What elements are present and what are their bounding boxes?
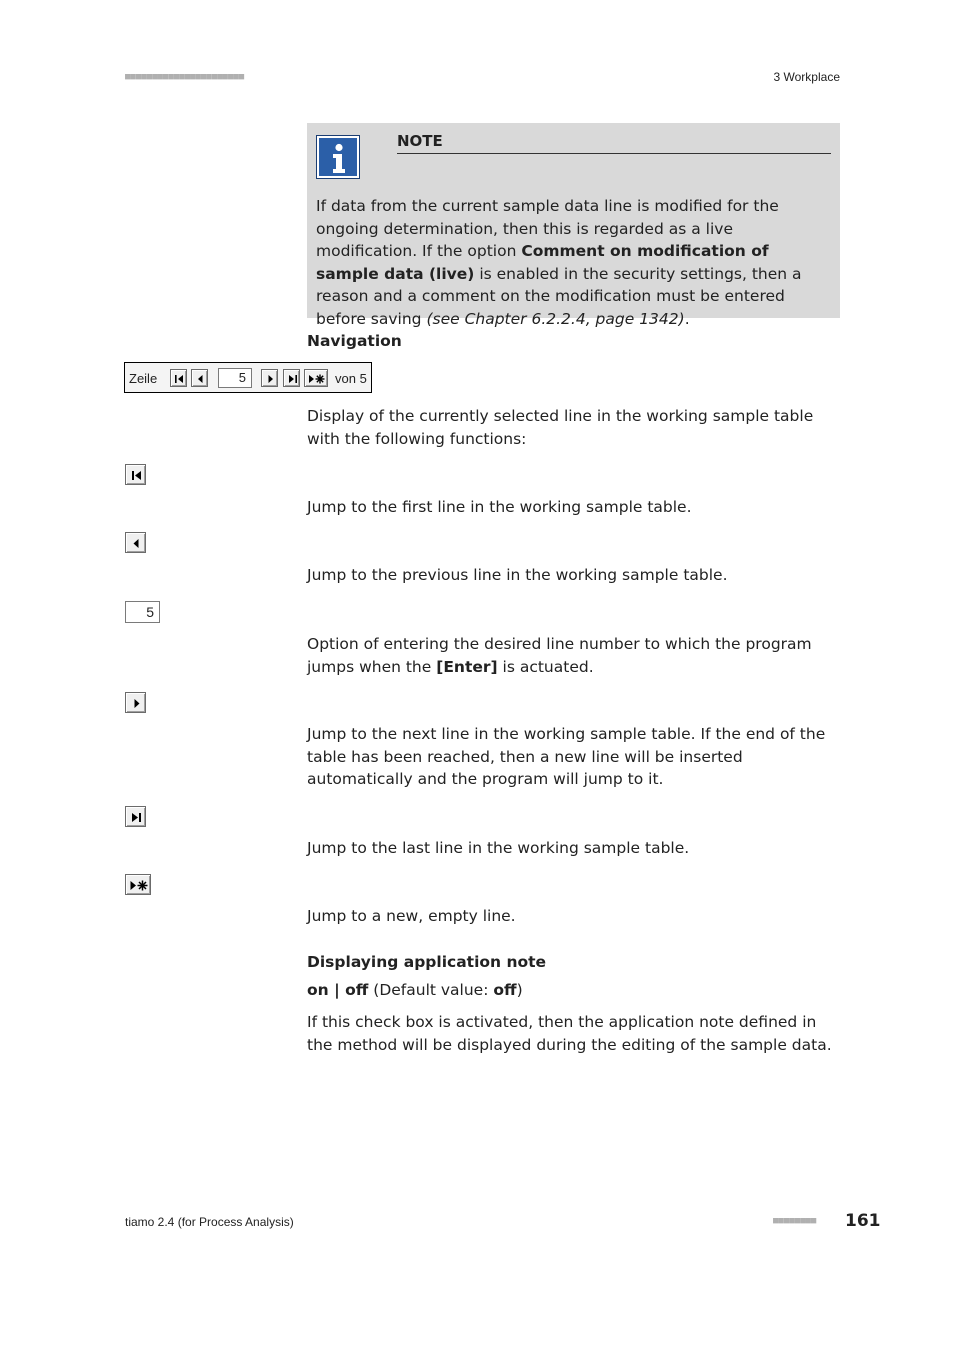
new-line-button[interactable] bbox=[304, 369, 328, 387]
new-line-icon bbox=[305, 370, 329, 388]
new-line-button-large[interactable] bbox=[125, 874, 151, 895]
first-line-description: Jump to the first line in the working sample table. bbox=[307, 498, 692, 516]
note-title: NOTE bbox=[397, 132, 831, 154]
new-line-description: Jump to a new, empty line. bbox=[307, 907, 516, 925]
previous-line-icon bbox=[192, 370, 209, 388]
previous-line-icon bbox=[126, 533, 147, 554]
next-line-icon bbox=[126, 693, 147, 714]
navigation-bar bbox=[124, 362, 372, 393]
first-line-button-large[interactable] bbox=[125, 464, 146, 485]
first-line-icon bbox=[171, 370, 188, 388]
line-count-label: von 5 bbox=[335, 371, 367, 386]
first-line-icon bbox=[126, 465, 147, 486]
next-line-description: Jump to the next line in the working sample table. If the end of the table has been reached, then a new line will be inserted automatically and the program will jump to it. bbox=[307, 725, 826, 788]
line-label: Zeile bbox=[129, 371, 158, 386]
last-line-button-large[interactable] bbox=[125, 806, 146, 827]
navigation-description: Display of the currently selected line in the working sample table with the following functions: bbox=[307, 407, 814, 448]
next-line-button[interactable] bbox=[261, 369, 278, 387]
last-line-icon bbox=[126, 807, 147, 828]
last-line-description: Jump to the last line in the working sample table. bbox=[307, 839, 690, 857]
previous-line-button[interactable] bbox=[191, 369, 208, 387]
page-number: 161 bbox=[845, 1211, 881, 1231]
line-number-description: Option of entering the desired line number to which the program jumps when the [Enter] is actuated. bbox=[307, 635, 812, 676]
previous-line-description: Jump to the previous line in the working sample table. bbox=[307, 566, 728, 584]
navigation-heading: Navigation bbox=[307, 332, 402, 350]
new-line-icon bbox=[126, 875, 152, 896]
last-line-button[interactable] bbox=[283, 369, 300, 387]
next-line-button-large[interactable] bbox=[125, 692, 146, 713]
last-line-icon bbox=[284, 370, 301, 388]
chapter-reference: (see Chapter 6.2.2.4, page 1342) bbox=[426, 309, 685, 328]
line-number-input-large[interactable]: 5 bbox=[125, 601, 160, 623]
header-section-title: 3 Workplace bbox=[773, 70, 840, 84]
header-decoration: ■■■■■■■■■■■■■■■■■■■■■■ bbox=[125, 72, 245, 82]
line-number-input[interactable]: 5 bbox=[218, 368, 252, 388]
application-note-heading: Displaying application note bbox=[307, 953, 547, 971]
footer-product: tiamo 2.4 (for Process Analysis) bbox=[125, 1215, 294, 1229]
note-body: If data from the current sample data line is modified for the ongoing determination, then this is regarded as a live modification. If the option Comment on modification of sample data (live) is enabled in the security settings, then a reason and a comment on the modification must be entered before saving (see Chapter 6.2.2.4, page 1342). bbox=[316, 197, 802, 328]
application-note-options: on | off (Default value: off) bbox=[307, 981, 523, 999]
previous-line-button-large[interactable] bbox=[125, 532, 146, 553]
footer-decoration: ■■■■■■■■ bbox=[773, 1216, 817, 1226]
next-line-icon bbox=[262, 370, 279, 388]
note-box bbox=[307, 123, 840, 328]
first-line-button[interactable] bbox=[170, 369, 187, 387]
info-icon bbox=[316, 135, 360, 179]
application-note-description: If this check box is activated, then the application note defined in the method will be displayed during the editing of the sample data. bbox=[307, 1013, 832, 1054]
